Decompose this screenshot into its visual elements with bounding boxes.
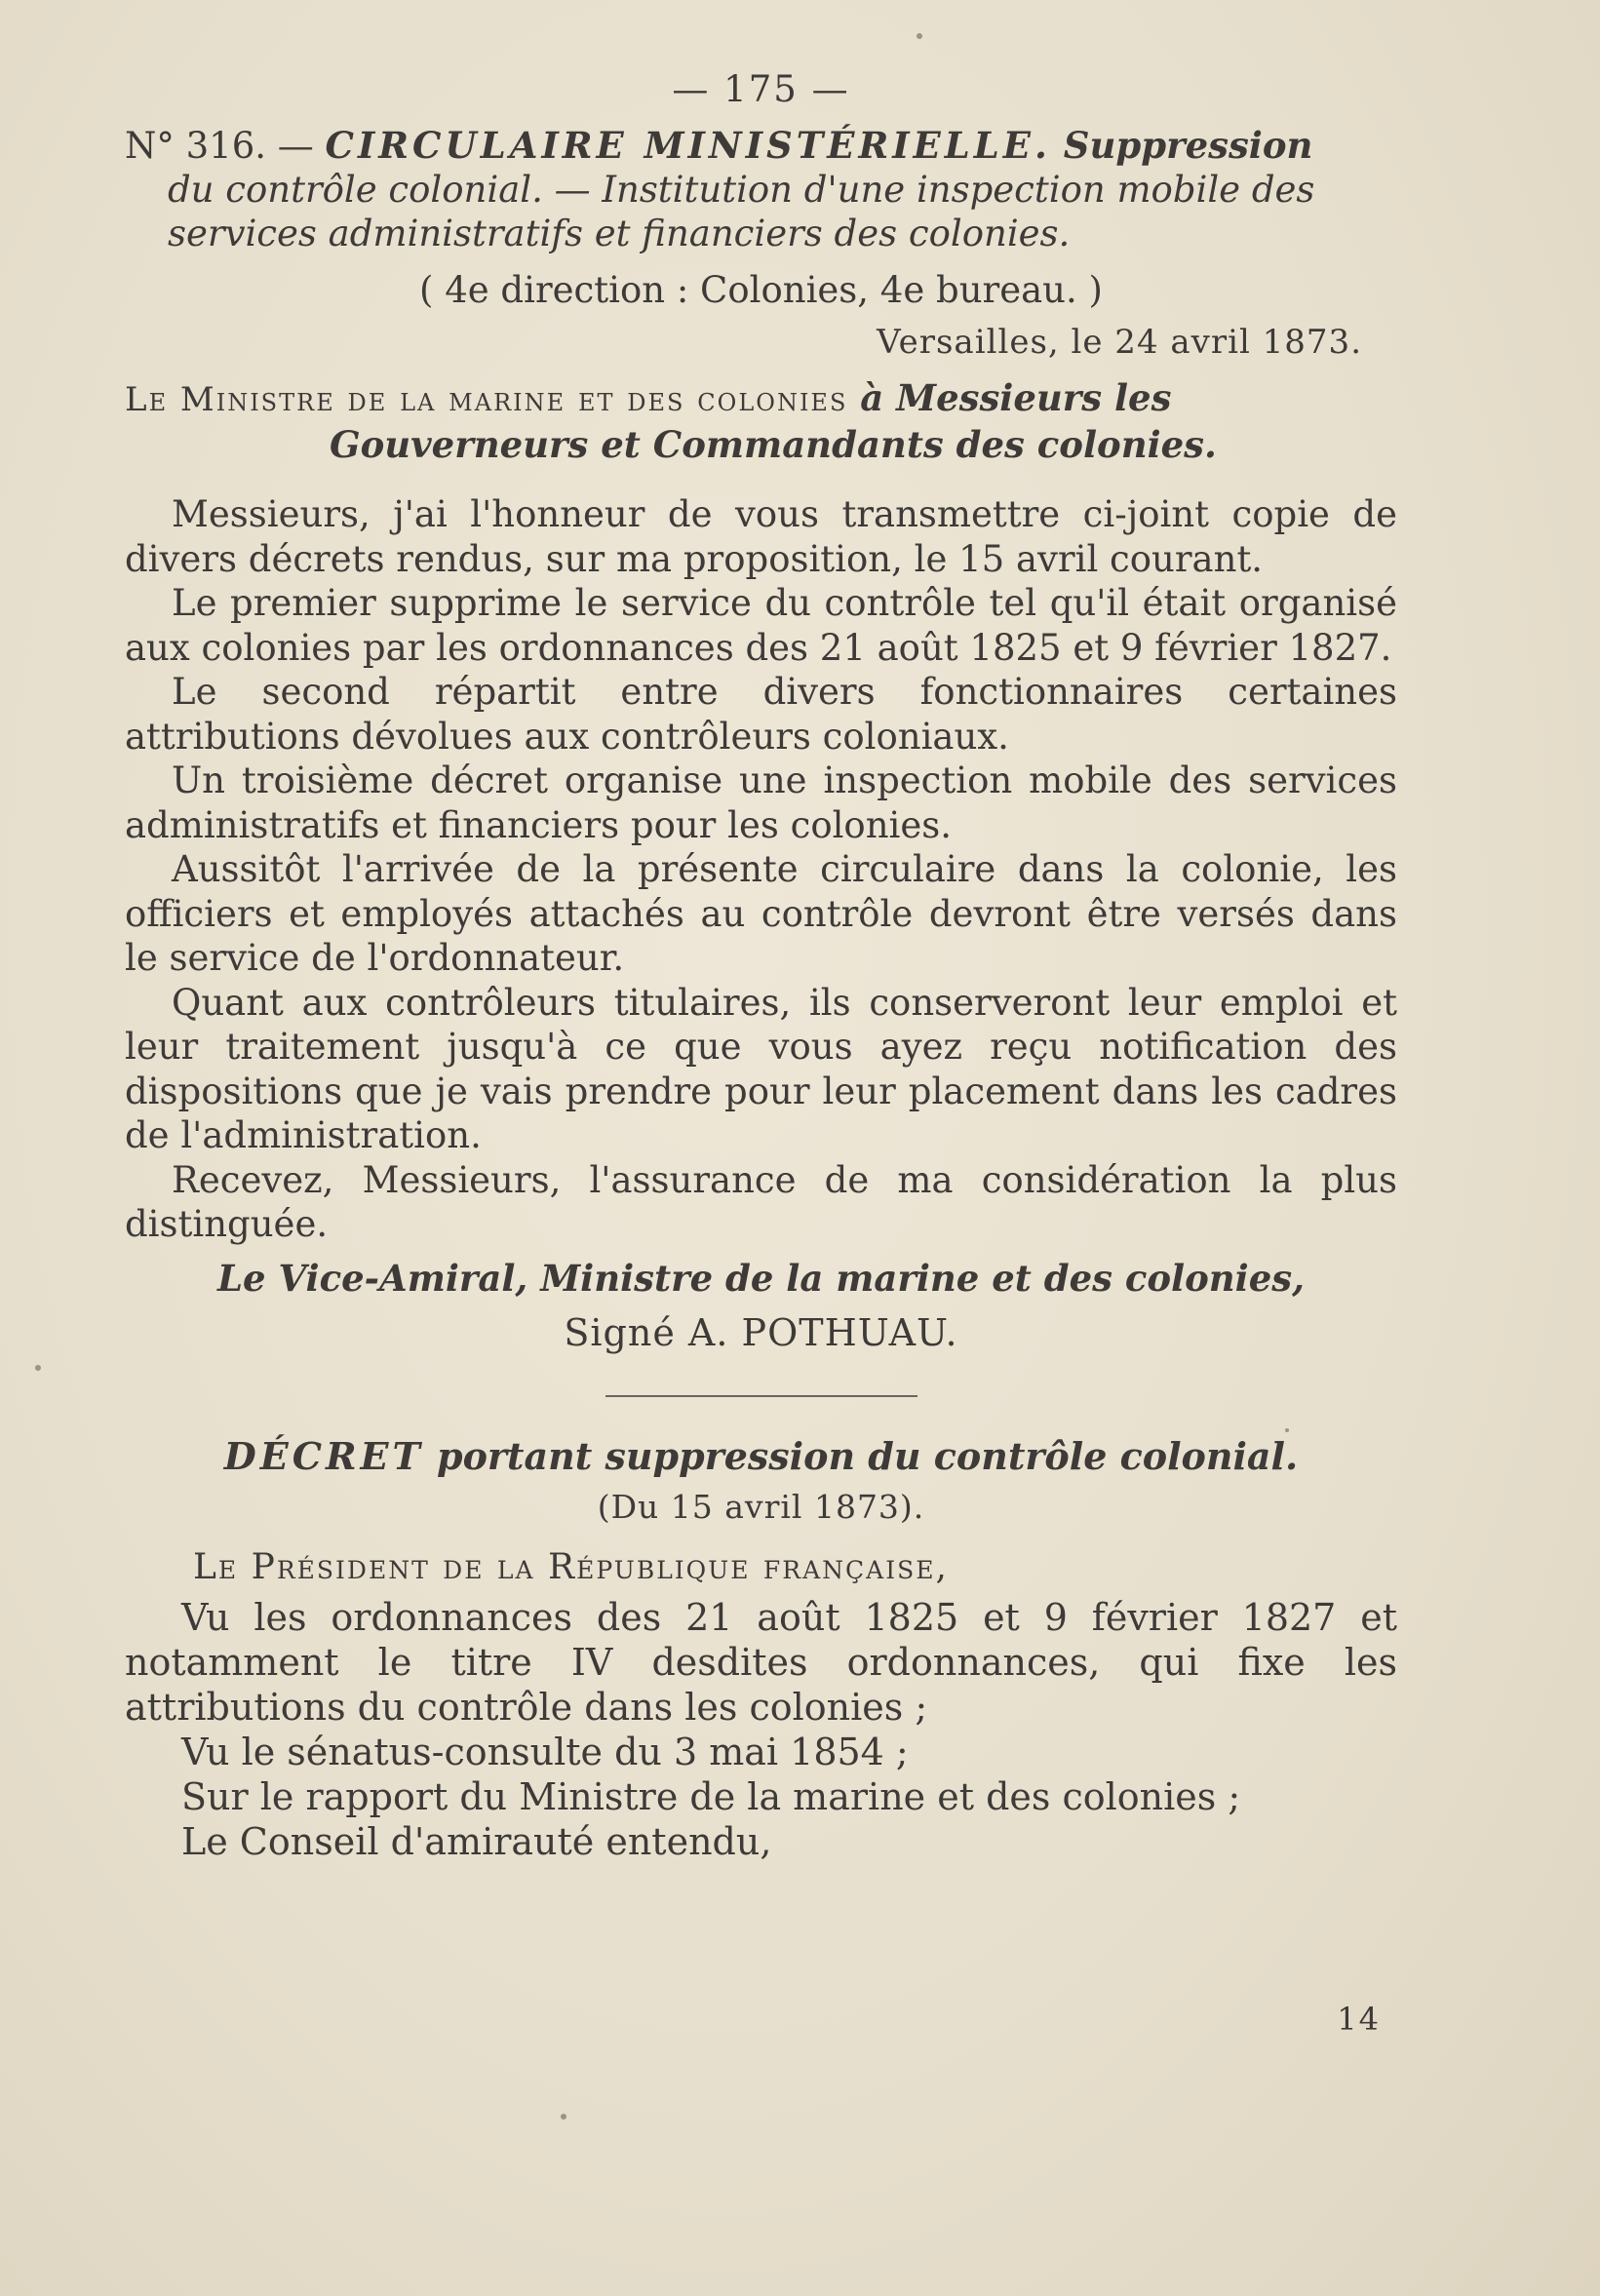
section-divider <box>605 1395 917 1397</box>
decree-clause: Sur le rapport du Ministre de la marine et des colonies ; <box>181 1774 1241 1818</box>
paper-speck <box>561 2114 566 2120</box>
address-to-line-2: Gouverneurs et Commandants des colonies. <box>330 423 1217 466</box>
paragraph: Le second répartit entre divers fonctionnaires certaines attributions dévolues aux contrôleurs coloniaux. <box>125 671 1397 758</box>
paragraph: Aussitôt l'arrivée de la présente circulaire dans la colonie, les officiers et employés attachés au contrôle devront être versés dans le service de l'ordonnateur. <box>125 848 1397 979</box>
signatory-title: Le Vice-Amiral, Ministre de la marine et des colonies, <box>217 1256 1305 1300</box>
direction-line: ( 4e direction : Colonies, 4e bureau. ) <box>419 269 1103 311</box>
circular-number: N° 316. — <box>125 125 326 167</box>
signature: Signé A. POTHUAU. <box>564 1310 958 1354</box>
decree-title-cap: DÉCRET <box>223 1433 424 1478</box>
circular-body <box>125 492 1397 1247</box>
decree-title-rest: portant suppression du contrôle colonial. <box>423 1433 1299 1478</box>
paper-speck <box>917 33 922 39</box>
page-content <box>125 68 1397 1864</box>
circular-subject-line-3: services administratifs et financiers des colonies. <box>168 213 1071 254</box>
paragraph: Recevez, Messieurs, l'assurance de ma considération la plus distinguée. <box>125 1158 1397 1245</box>
decree-title <box>125 1434 1397 1478</box>
paper-speck <box>35 1365 41 1371</box>
place-date: Versailles, le 24 avril 1873. <box>877 323 1362 362</box>
address-to-line-1: à Messieurs les <box>847 376 1172 419</box>
circular-title: CIRCULAIRE MINISTÉRIELLE. <box>325 124 1051 167</box>
address-block <box>125 375 1397 467</box>
decree-date: (Du 15 avril 1873). <box>597 1487 925 1526</box>
decree-president: Le Président de la République française, <box>193 1546 949 1587</box>
decree-clause: Le Conseil d'amirauté entendu, <box>181 1819 772 1863</box>
address-from: Le Ministre de la marine et des colonies <box>125 380 848 419</box>
circular-subject-start: Suppression <box>1050 124 1313 167</box>
decree-clauses <box>125 1595 1397 1864</box>
paragraph: Quant aux contrôleurs titulaires, ils conserveront leur emploi et leur traitement jusqu'à ce que vous ayez reçu notification des dispositions que je vais prendre pour leur placement dans les cadres de l'administration. <box>125 981 1397 1156</box>
decree-clause: Vu le sénatus-consulte du 3 mai 1854 ; <box>181 1730 909 1773</box>
page-number: — 175 — <box>672 68 850 110</box>
paragraph: Messieurs, j'ai l'honneur de vous transmettre ci-joint copie de divers décrets rendus, sur ma proposition, le 15 avril courant. <box>125 493 1397 580</box>
paper-speck <box>1285 1428 1289 1432</box>
circular-heading <box>125 124 1397 255</box>
paragraph: Un troisième décret organise une inspection mobile des services administratifs et financiers pour les colonies. <box>125 759 1397 846</box>
paragraph: Le premier supprime le service du contrôle tel qu'il était organisé aux colonies par les ordonnances des 21 août 1825 et 9 février 1827. <box>125 582 1397 669</box>
signature-mark: 14 <box>1337 2001 1381 2038</box>
circular-subject-line-2: du contrôle colonial. — Institution d'une inspection mobile des <box>168 169 1315 211</box>
decree-clause: Vu les ordonnances des 21 août 1825 et 9 février 1827 et notamment le titre IV desdites ordonnances, qui fixe les attributions du contrôle dans les colonies ; <box>125 1595 1397 1729</box>
